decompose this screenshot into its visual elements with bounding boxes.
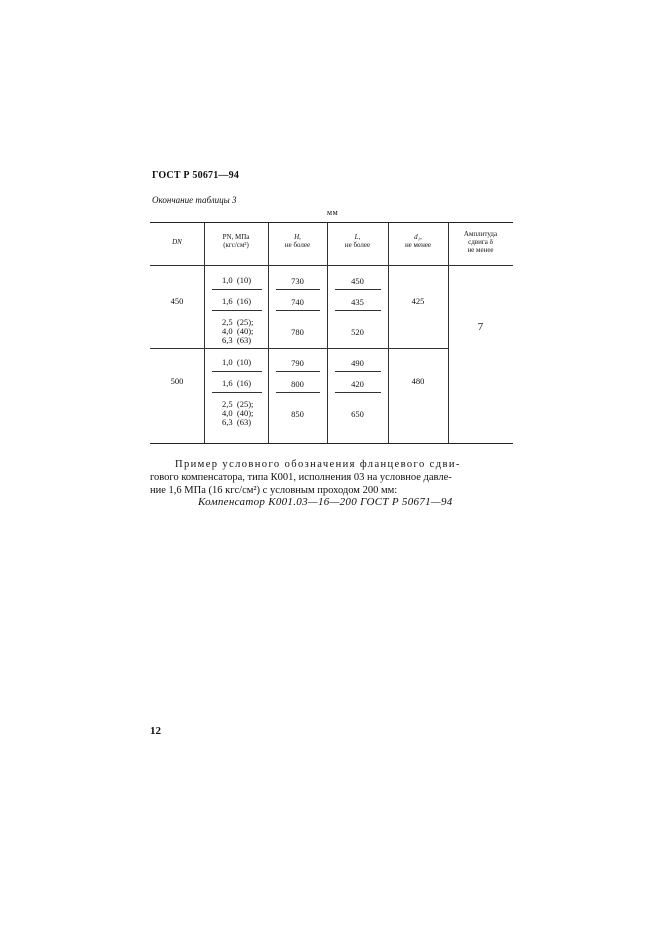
pn-value: 6,3 (63): [222, 335, 252, 345]
row-rule: [276, 371, 320, 372]
page-number: 12: [150, 725, 161, 737]
dn-value: 450: [170, 296, 184, 306]
header-pn: [204, 233, 268, 249]
row-rule: [335, 289, 381, 290]
example-line-1: Пример условного обозначения фланцевого сдви-: [175, 459, 461, 470]
header-pn-line1: PN, МПа: [222, 233, 250, 241]
row-rule: [212, 371, 262, 372]
header-amp-line1: Амплитуда: [463, 230, 498, 238]
column-divider: [388, 223, 389, 443]
header-rule: [150, 265, 513, 266]
header-h: [268, 233, 327, 249]
l-value: 435: [351, 297, 364, 307]
pn-value: 1,0 (10): [222, 275, 252, 285]
header-amp-line3: не менее: [467, 246, 494, 254]
d1-value: 425: [411, 296, 425, 306]
pn-value: 2,5 (25);: [222, 317, 254, 327]
column-divider: [204, 223, 205, 443]
header-h-line1: H,: [294, 233, 301, 241]
column-divider: [448, 223, 449, 443]
h-value: 730: [291, 276, 304, 286]
h-value: 850: [291, 409, 304, 419]
l-value: 490: [351, 358, 364, 368]
row-rule: [335, 371, 381, 372]
l-value: 520: [351, 327, 364, 337]
pn-value: 6,3 (63): [222, 417, 252, 427]
h-value: 800: [291, 379, 304, 389]
table-caption: Окончание таблицы 3: [152, 195, 237, 205]
specs-table: [150, 222, 513, 444]
header-l-line1: L,: [354, 233, 361, 241]
d1-value: 480: [411, 376, 425, 386]
designation-example: Компенсатор К001.03—16—200 ГОСТ Р 50671—94: [198, 496, 453, 508]
row-rule: [335, 310, 381, 311]
h-value: 780: [291, 327, 304, 337]
row-rule: [212, 392, 262, 393]
header-l: [327, 233, 388, 249]
l-value: 650: [351, 409, 364, 419]
row-rule: [212, 289, 262, 290]
row-rule: [276, 310, 320, 311]
row-rule: [276, 392, 320, 393]
example-line-2: гового компенсатора, типа К001, исполнения 03 на условное давле-: [150, 472, 452, 483]
pn-value: 1,0 (10): [222, 357, 252, 367]
pn-value: 4,0 (40);: [222, 408, 254, 418]
units-label: мм: [327, 208, 339, 217]
header-d1: [388, 233, 448, 249]
row-rule: [335, 392, 381, 393]
header-h-line2: не более: [284, 241, 311, 249]
group-rule: [150, 348, 448, 349]
header-d1-line1: d₁,: [414, 233, 422, 241]
l-value: 420: [351, 379, 364, 389]
pn-value: 4,0 (40);: [222, 326, 254, 336]
dn-value: 500: [170, 376, 184, 386]
h-value: 790: [291, 358, 304, 368]
header-amp-line2: сдвига δ: [468, 238, 493, 246]
header-d1-line2: не менее: [404, 241, 432, 249]
example-line-3: ние 1,6 МПа (16 кгс/см²) с условным проходом 200 мм:: [150, 485, 398, 496]
header-pn-line2: (кгс/см²): [223, 241, 249, 249]
document-header: ГОСТ Р 50671—94: [152, 170, 240, 181]
amplitude-value: 7: [477, 321, 484, 333]
header-l-line2: не более: [344, 241, 371, 249]
row-rule: [276, 289, 320, 290]
row-rule: [212, 310, 262, 311]
pn-value: 1,6 (16): [222, 296, 252, 306]
pn-value: 2,5 (25);: [222, 399, 254, 409]
pn-value: 1,6 (16): [222, 378, 252, 388]
header-dn: DN: [172, 238, 182, 246]
l-value: 450: [351, 276, 364, 286]
header-amplitude: [448, 230, 513, 254]
h-value: 740: [291, 297, 304, 307]
